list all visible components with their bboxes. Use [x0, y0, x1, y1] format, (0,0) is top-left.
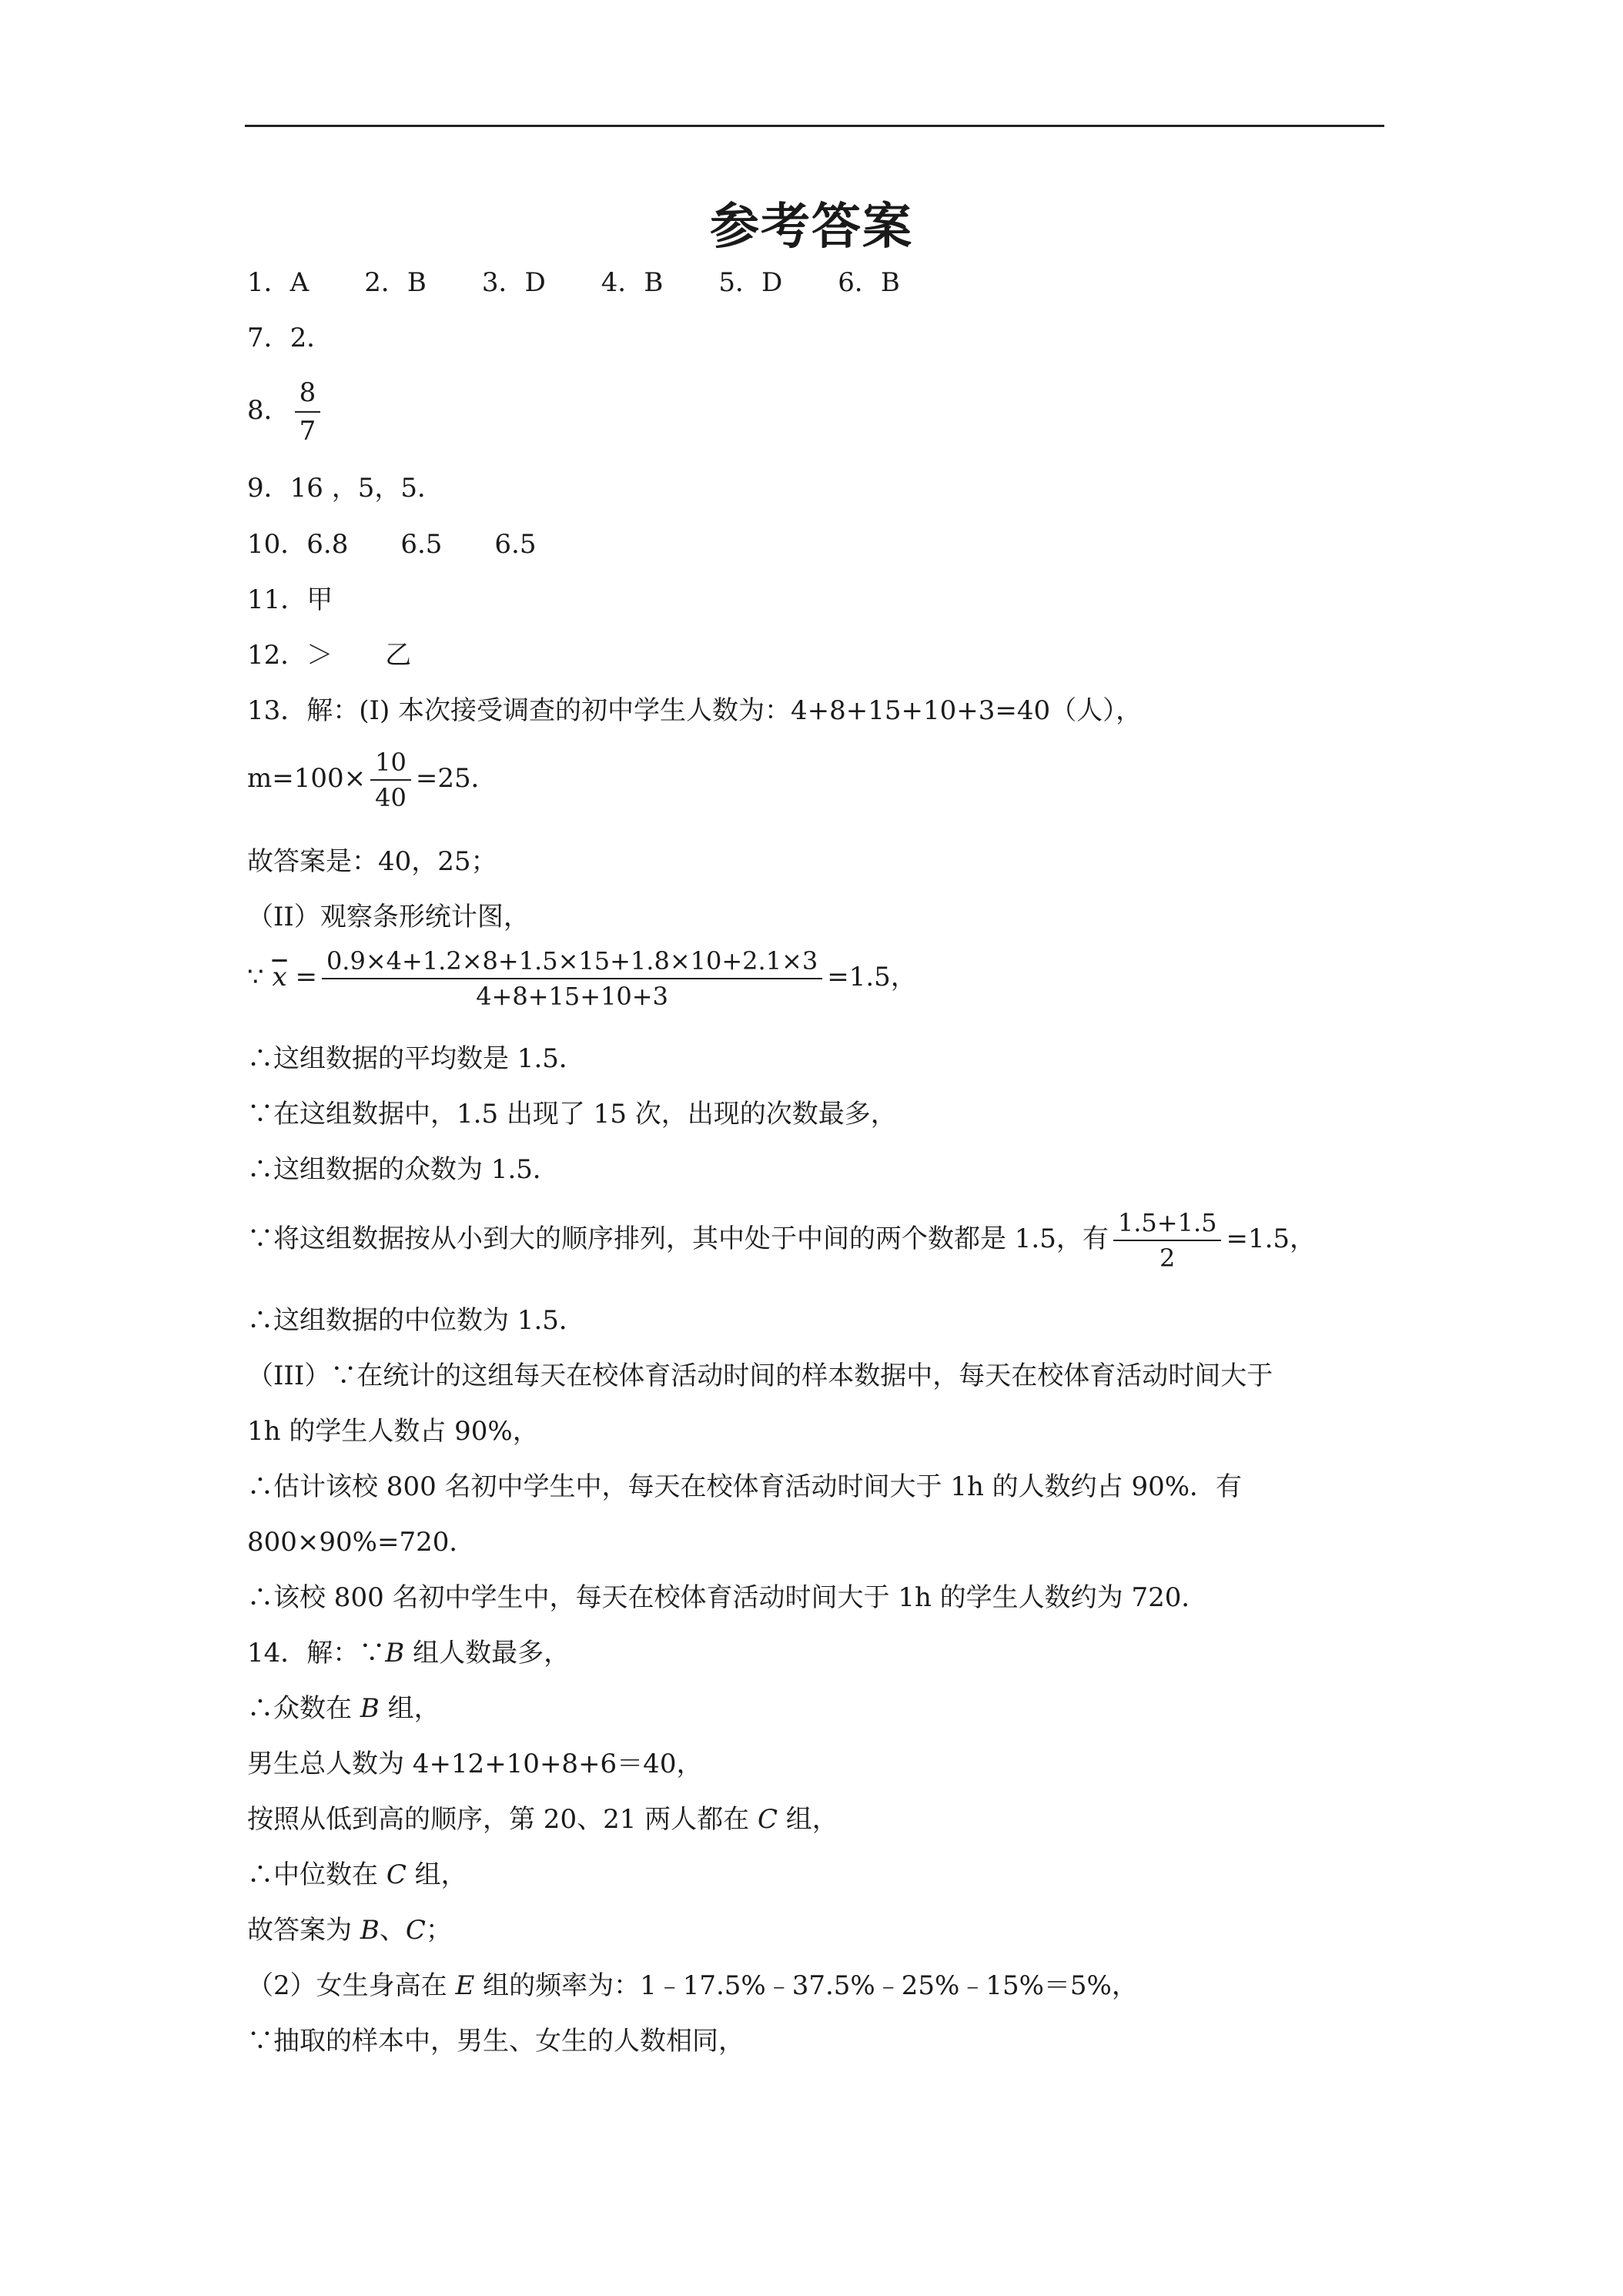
q14-line-6 — [247, 1913, 452, 1948]
q13-m-formula — [247, 747, 497, 813]
answer-9: 9．16 ，5，5． — [247, 473, 443, 504]
answer-12-b: 乙 — [385, 640, 412, 671]
variable-b: B — [360, 1915, 380, 1946]
variable-e: E — [455, 1970, 475, 2001]
q14-line-1 — [247, 1635, 570, 1671]
answer-2: 2．B — [364, 267, 427, 298]
answers-1-6 — [247, 265, 955, 300]
q14-line-5 — [247, 1857, 467, 1893]
q13-line-3: 故答案是：40，25； — [247, 846, 497, 877]
variable-b: B — [360, 1693, 380, 1724]
q14-line-3: 男生总人数为 4+12+10+8+6＝40， — [247, 1749, 703, 1779]
q13-line-8: ∴这组数据的众数为 1.5． — [247, 1154, 559, 1185]
answer-5: 5．D — [718, 267, 783, 298]
because-symbol: ∵ — [247, 962, 264, 992]
q14-l7-text: （2）女生身高在 — [247, 1970, 456, 2001]
q13-line-4: （II）观察条形统计图， — [247, 902, 530, 932]
answer-4: 4．B — [601, 267, 664, 298]
answer-1: 1．A — [247, 267, 310, 298]
median-result: =1.5， — [1226, 1223, 1317, 1254]
median-fraction — [1113, 1207, 1222, 1274]
answer-12-a: 12．＞ — [247, 640, 333, 671]
x-bar-symbol: $\overline{x}$ — [272, 962, 287, 992]
q14-l1-text: 14．解：∵ — [247, 1638, 386, 1668]
answer-10-a: 10．6.8 — [247, 529, 349, 560]
fraction-denominator: 4+8+15+10+3 — [476, 982, 668, 1011]
q13-line-6: ∴这组数据的平均数是 1.5． — [247, 1043, 585, 1074]
answer-3: 3．D — [481, 267, 546, 298]
fraction-numerator: 1.5+1.5 — [1113, 1207, 1222, 1241]
q13-line-12: 1h 的学生人数占 90%， — [247, 1416, 539, 1447]
q14-l2-tail: 组， — [379, 1693, 440, 1724]
q14-line-2 — [247, 1691, 440, 1726]
q14-l7-tail: 组的频率为：1﹣17.5%﹣37.5%﹣25%﹣15%＝5%， — [474, 1970, 1138, 2001]
variable-c: C — [386, 1859, 407, 1890]
q13-line-13: ∴估计该校 800 名初中学生中，每天在校体育活动时间大于 1h 的人数约占 90%．有 — [247, 1471, 1243, 1502]
answer-6: 6．B — [838, 267, 900, 298]
m-formula-prefix: m=100× — [247, 763, 366, 794]
separator: 、 — [379, 1915, 406, 1946]
fraction-numerator: 0.9×4+1.2×8+1.5×15+1.8×10+2.1×3 — [322, 946, 822, 979]
q14-l6-text: 故答案为 — [247, 1915, 360, 1946]
answer-10-b: 6.5 — [400, 529, 443, 560]
fraction-10-40 — [370, 747, 411, 813]
variable-c: C — [757, 1804, 778, 1835]
answer-10 — [247, 527, 537, 562]
header-rule — [245, 125, 1384, 127]
q14-l6-tail: ； — [425, 1915, 452, 1946]
variable-b: B — [385, 1638, 405, 1668]
fraction-numerator: 10 — [370, 747, 411, 781]
variable-c: C — [405, 1915, 426, 1946]
answer-11: 11．甲 — [247, 584, 333, 615]
q13-line-1: 13．解：(I) 本次接受调查的初中学生人数为：4+8+15+10+3=40（人）， — [247, 695, 1143, 726]
answer-10-c: 6.5 — [494, 529, 537, 560]
answer-12 — [247, 638, 411, 673]
median-text: ∵将这组数据按从小到大的顺序排列，其中处于中间的两个数都是 1.5，有 — [247, 1223, 1109, 1254]
q14-l5-tail: 组， — [406, 1859, 467, 1890]
m-formula-result: =25． — [415, 763, 497, 794]
fraction-denominator: 40 — [375, 783, 407, 812]
equals-sign: = — [286, 962, 317, 992]
fraction-numerator: 8 — [295, 376, 321, 413]
q14-l4-tail: 组， — [777, 1804, 838, 1835]
q13-median-formula — [247, 1207, 1316, 1274]
q14-line-7 — [247, 1968, 1138, 2003]
fraction-8-7 — [295, 376, 321, 448]
mean-result: =1.5， — [827, 962, 917, 992]
answer-8-prefix: 8． — [247, 395, 290, 426]
page-title: 参考答案 — [710, 198, 913, 256]
q13-line-7: ∵在这组数据中，1.5 出现了 15 次，出现的次数最多， — [247, 1099, 897, 1130]
q13-mean-formula — [247, 946, 917, 1012]
q13-line-10: ∴这组数据的中位数为 1.5． — [247, 1305, 585, 1336]
mean-fraction — [322, 946, 822, 1012]
q14-l1-tail: 组人数最多， — [404, 1638, 571, 1668]
q13-line-14: 800×90%=720． — [247, 1527, 476, 1558]
q13-line-11: （III）∵在统计的这组每天在校体育活动时间的样本数据中，每天在校体育活动时间大于 — [247, 1361, 1273, 1391]
q14-line-8: ∵抽取的样本中，男生、女生的人数相同， — [247, 2026, 745, 2057]
q13-line-15: ∴该校 800 名初中学生中，每天在校体育活动时间大于 1h 的学生人数约为 720． — [247, 1582, 1208, 1613]
fraction-denominator: 2 — [1160, 1243, 1176, 1273]
q14-l5-text: ∴中位数在 — [247, 1859, 387, 1890]
q14-line-4 — [247, 1802, 838, 1837]
answer-7: 7．2． — [247, 323, 333, 353]
answer-8 — [247, 376, 325, 448]
q14-l2-text: ∴众数在 — [247, 1693, 360, 1724]
q14-l4-text: 按照从低到高的顺序，第 20、21 两人都在 — [247, 1804, 758, 1835]
fraction-denominator: 7 — [299, 416, 316, 447]
